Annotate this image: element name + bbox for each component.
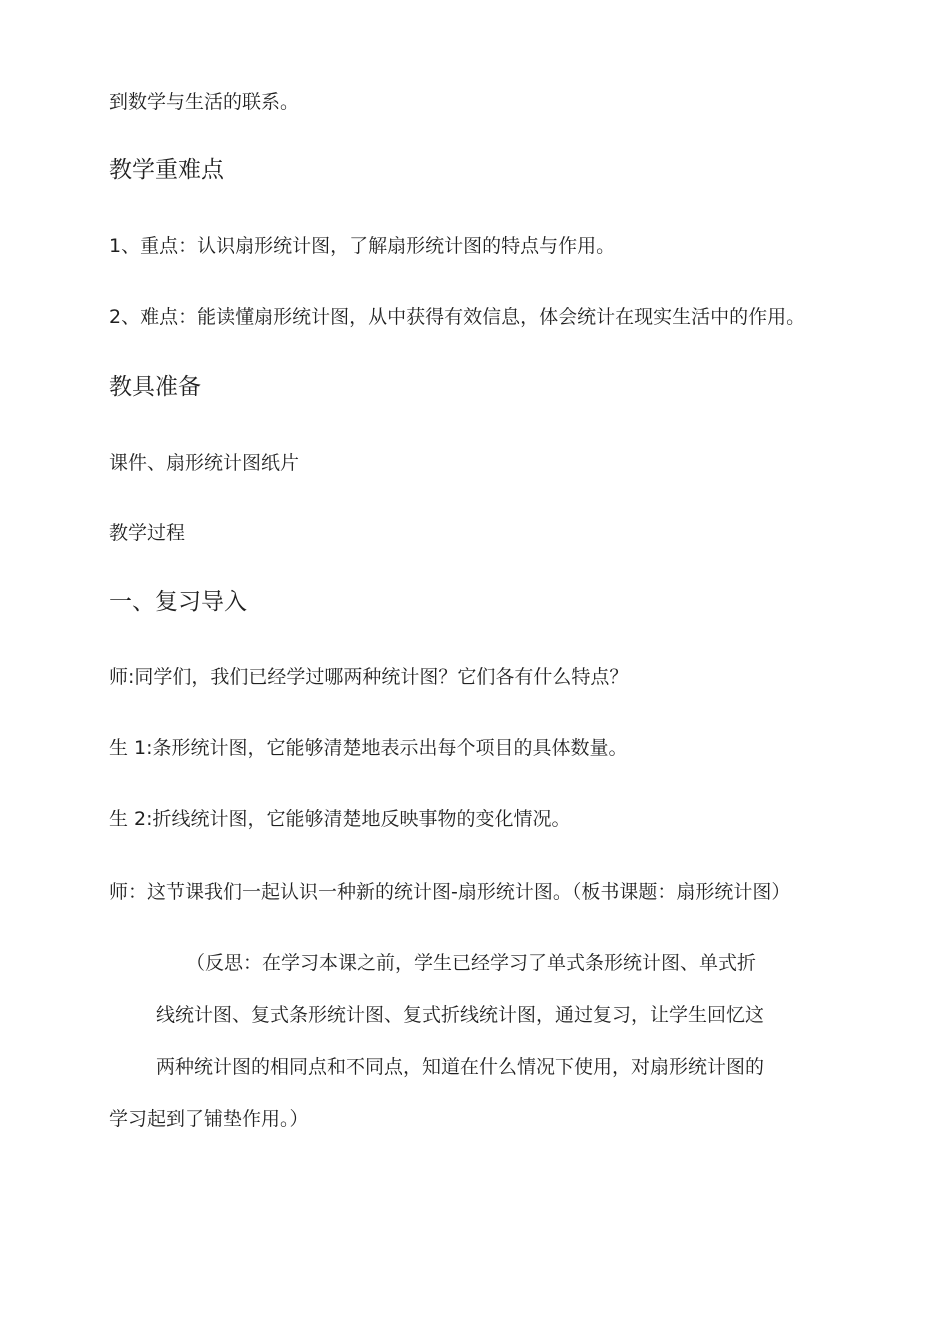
section-heading-key-points: 教学重难点 bbox=[109, 157, 224, 183]
paragraph-text: 到数学与生活的联系。 bbox=[109, 91, 300, 113]
process-label: 教学过程 bbox=[109, 522, 186, 544]
reflection-line: 学习起到了铺垫作用。） bbox=[109, 1108, 309, 1130]
materials-text: 课件、扇形统计图纸片 bbox=[109, 452, 300, 474]
dialogue-teacher-intro: 师：这节课我们一起认识一种新的统计图-扇形统计图。（板书课题：扇形统计图） bbox=[109, 881, 791, 903]
difficulty-item: 2、难点：能读懂扇形统计图，从中获得有效信息，体会统计在现实生活中的作用。 bbox=[109, 306, 806, 328]
dialogue-student-2: 生 2:折线统计图，它能够清楚地反映事物的变化情况。 bbox=[109, 808, 571, 830]
dialogue-teacher: 师:同学们，我们已经学过哪两种统计图？它们各有什么特点？ bbox=[109, 666, 629, 688]
reflection-line: 线统计图、复式条形统计图、复式折线统计图，通过复习，让学生回忆这 bbox=[156, 1004, 765, 1026]
dialogue-student-1: 生 1:条形统计图，它能够清楚地表示出每个项目的具体数量。 bbox=[109, 737, 628, 759]
reflection-line: 两种统计图的相同点和不同点，知道在什么情况下使用，对扇形统计图的 bbox=[156, 1056, 765, 1078]
reflection-line: （反思：在学习本课之前，学生已经学习了单式条形统计图、单式折 bbox=[186, 952, 757, 974]
section-heading-materials: 教具准备 bbox=[109, 374, 201, 400]
section-heading-review: 一、复习导入 bbox=[109, 589, 247, 615]
key-point-item: 1、重点：认识扇形统计图，了解扇形统计图的特点与作用。 bbox=[109, 235, 616, 257]
